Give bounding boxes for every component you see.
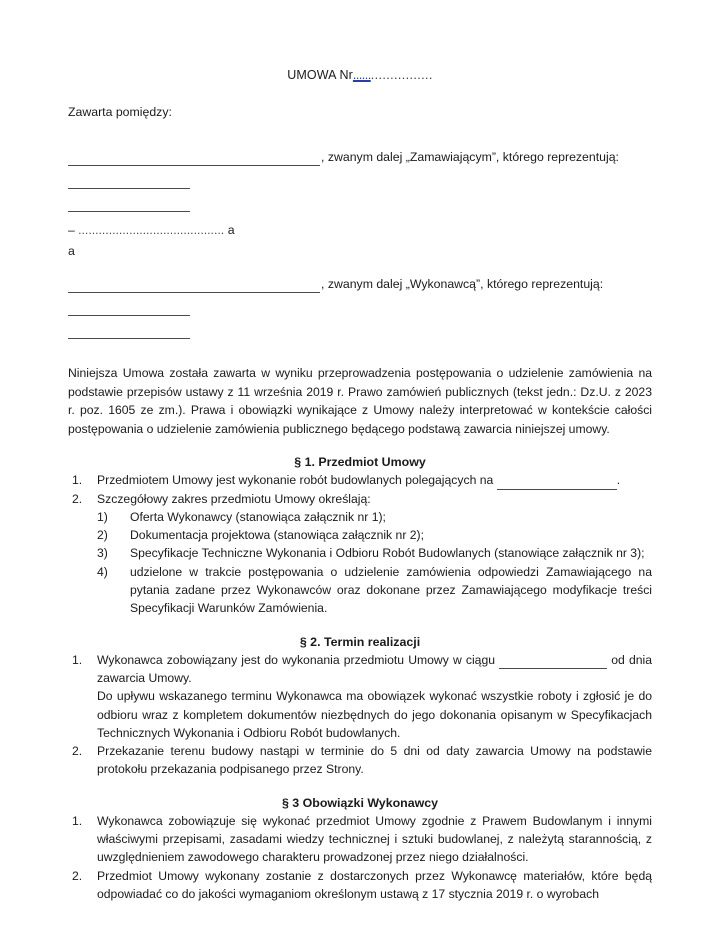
section-1-subitem-1-text: Oferta Wykonawcy (stanowiąca załącznik nr 1); [130,509,386,524]
section-2-list [68,651,652,779]
section-2-item-1-text: Wykonawca zobowiązany jest do wykonania przedmiotu Umowy w ciągu [97,652,496,667]
section-3-item-2 [68,867,652,904]
document-title-text: UMOWA Nr [287,68,353,82]
party-two-blank-line[interactable] [68,281,320,293]
section-1-item-1-text-after: . [616,473,621,488]
section-1-item-1-text: Przedmiotem Umowy jest wykonanie robót budowlanych polegających na [97,473,494,488]
dash-dotted-row [68,222,652,239]
section-3 [68,796,652,903]
section-1 [68,455,652,617]
party-one-row [68,148,652,166]
section-1-subitem-1 [97,508,652,526]
parties-block [68,104,652,338]
parties-lead-label: Zawarta pomiędzy: [68,105,172,119]
section-1-subitem-2-marker: 2) [97,528,108,543]
document-title-dots: ................ [370,68,433,82]
section-1-subitem-4-text: udzielone w trakcie postępowania o udzielenie zamówienia odpowiedzi Zamawiającego na pytania zadane przez Wykonawców oraz dokonane przez Zamawiającego modyfikacje treści Specyfikacji Warunków Zamówienia. [130,564,652,616]
section-3-item-1 [68,812,652,867]
party-one-suffix: , zwanym dalej „Zamawiającym”, którego reprezentują: [321,149,619,164]
party-two-rep1-row [68,303,652,315]
party-two-row [68,275,652,293]
section-3-item-1-text: Wykonawca zobowiązuje się wykonać przedmiot Umowy zgodnie z Prawem Budowlanym i innymi właściwymi przepisami, zasadami wiedzy technicznej i sztuki budowlanej, z należytą starannością, z uwzględnieniem zawodowego charakteru prowadzonej przez niego działalności. [97,813,652,865]
dotted-fill-line[interactable]: ........................................... [78,225,225,238]
party-one-rep2-blank-line[interactable] [68,200,190,212]
section-2-item-2-text: Przekazanie terenu budowy nastąpi w terminie do 5 dni od daty zawarcia Umowy na podstawie protokołu przekazania podpisanego przez Strony. [97,744,652,777]
section-1-item-1-blank-line[interactable] [497,478,617,490]
section-1-subitem-2-text: Dokumentacja projektowa (stanowiąca załącznik nr 2); [130,528,424,543]
section-2-item-1-marker: 1. [72,652,83,667]
section-1-item-2-marker: 2. [72,491,83,506]
section-1-subitem-3-marker: 3) [97,546,108,561]
section-1-subitem-4 [97,563,652,618]
section-1-item-1-marker: 1. [72,473,83,488]
section-2-item-1-text-after: od dnia zawarcia Umowy. [97,652,652,685]
section-1-heading: § 1. Przedmiot Umowy [294,455,426,470]
section-1-subitem-3 [97,544,652,562]
document-body [68,0,652,903]
document-title-link[interactable]: ...... [352,68,371,82]
party-one-rep2-row [68,199,652,211]
separator-a: a [68,244,75,259]
section-1-item-1 [68,471,652,489]
party-two-rep2-blank-line[interactable] [68,327,190,339]
dash-row-trailing-a: a [227,223,235,238]
section-1-subitem-4-marker: 4) [97,564,108,579]
party-two-suffix: , zwanym dalej „Wykonawcą”, którego reprezentują: [321,276,604,291]
party-one-rep1-row [68,176,652,188]
section-2-item-1-blank-line[interactable] [499,657,607,669]
dash-marker: – [68,223,75,238]
party-one-rep1-blank-line[interactable] [68,177,190,189]
section-1-item-2 [68,490,652,618]
section-2-item-2 [68,742,652,779]
section-2-heading: § 2. Termin realizacji [299,634,421,649]
section-2 [68,635,652,779]
section-2-item-1-continuation: Do upływu wskazanego terminu Wykonawca ma obowiązek wykonać wszystkie roboty i zgłosić je do odbioru wraz z kompletem dokumentów niezbędnych do jego dokonania opisanym w Specyfikacjach Technicznych Wykonania i Odbioru Robót budowlanych. [97,689,652,740]
section-1-subitem-2 [97,526,652,544]
section-3-heading: § 3 Obowiązki Wykonawcy [281,795,439,810]
section-3-item-2-text: Przedmiot Umowy wykonany zostanie z dostarczonych przez Wykonawcę materiałów, które będą odpowiadać co do jakości wymaganiom określonym ustawą z 17 stycznia 2019 r. o wyrobach [97,868,652,901]
intro-paragraph: Niniejsza Umowa została zawarta w wyniku przeprowadzenia postępowania o udzielenie zamówienia na podstawie przepisów ustawy z 11 września 2019 r. Prawo zamówień publicznych (tekst jedn.: Dz.U. z 2023 r. poz. 1605 ze zm.). Prawa i obowiązki wynikające z Umowy należy interpretować w kontekście całości postępowania o udzielenie zamówienia publicznego będącego podstawą zawarcia niniejszej umowy. [68,366,652,436]
section-3-item-1-marker: 1. [72,813,83,828]
section-2-item-2-marker: 2. [72,744,83,759]
party-two-rep1-blank-line[interactable] [68,304,190,316]
section-3-list [68,812,652,903]
section-1-sublist [97,508,652,618]
section-2-item-1 [68,651,652,742]
party-one-blank-line[interactable] [68,154,320,166]
section-1-subitem-3-text: Specyfikacje Techniczne Wykonania i Odbioru Robót Budowlanych (stanowiące załącznik nr 3); [130,546,645,561]
party-two-rep2-row [68,326,652,338]
section-3-item-2-marker: 2. [72,868,83,883]
section-1-list [68,471,652,617]
section-1-subitem-1-marker: 1) [97,509,108,524]
section-1-item-2-text: Szczegółowy zakres przedmiotu Umowy określają: [97,491,371,506]
document-title [68,0,652,82]
